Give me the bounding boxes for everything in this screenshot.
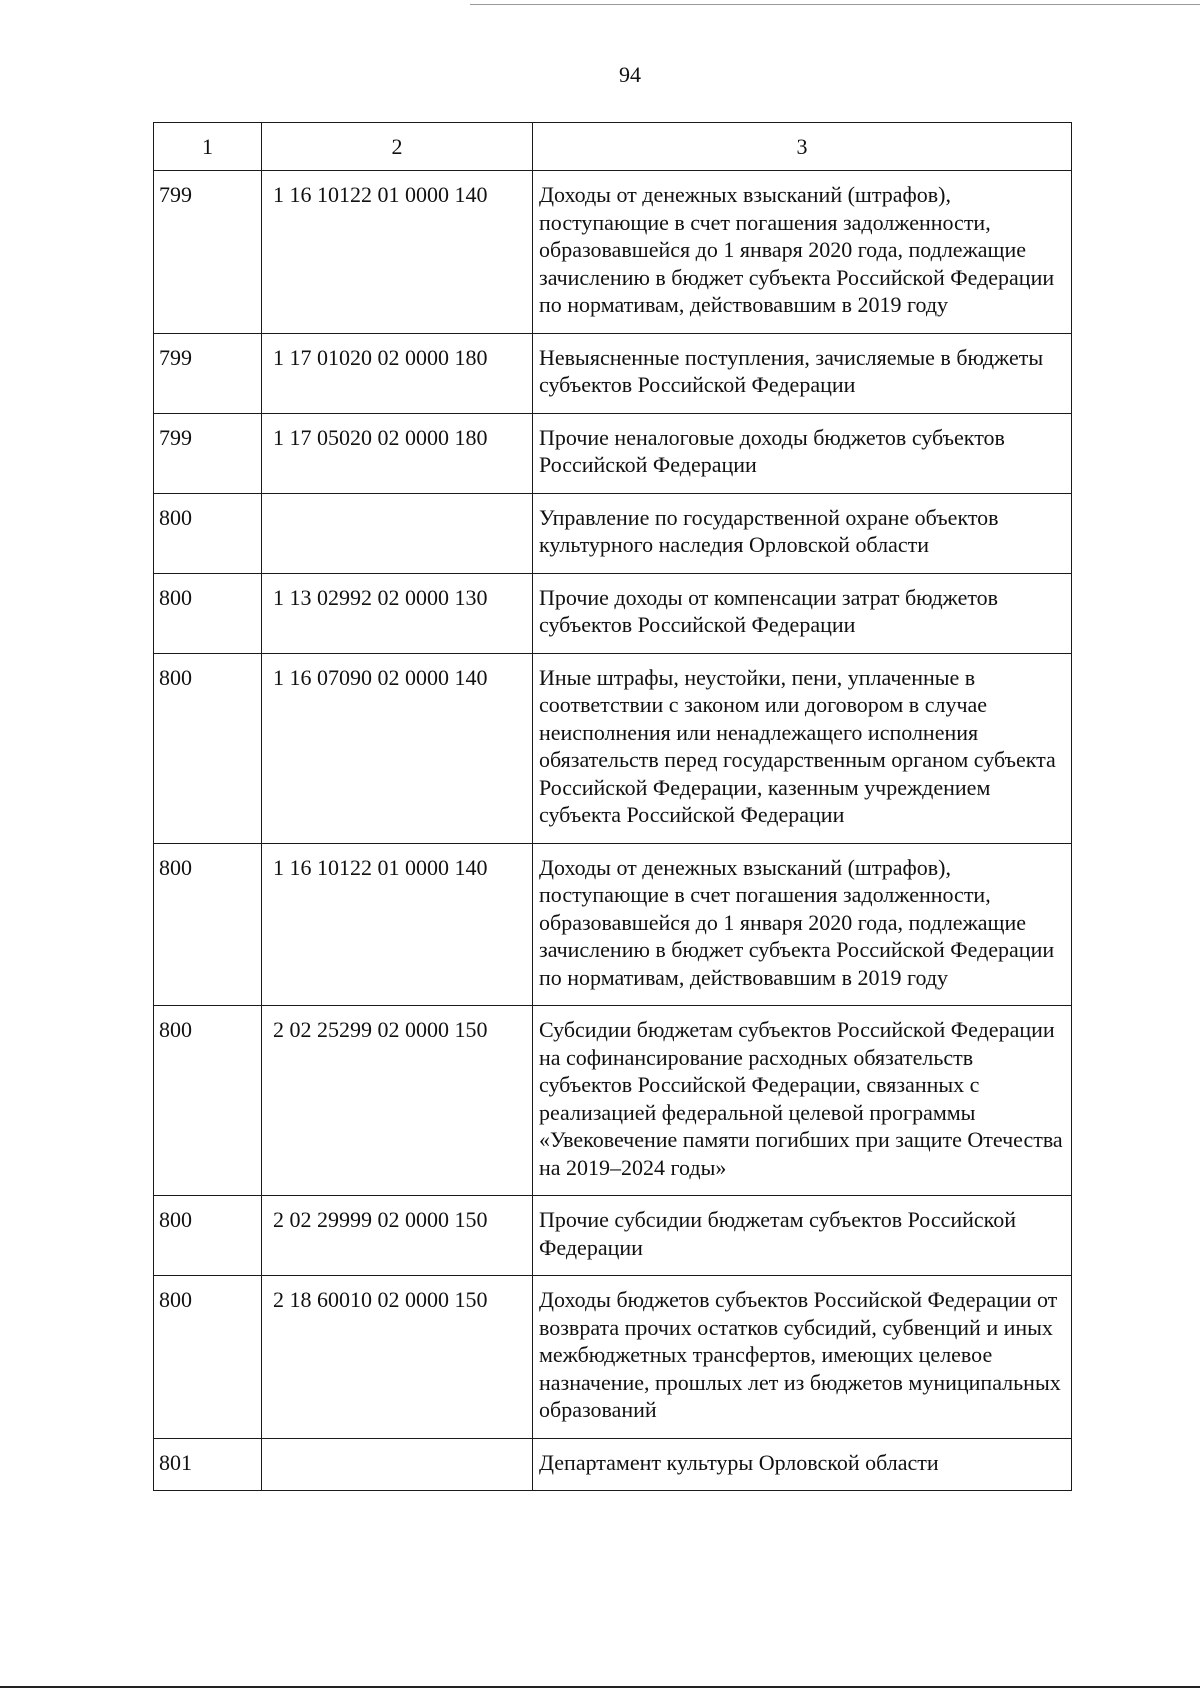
revenue-code-cell: 1 16 10122 01 0000 140: [262, 843, 533, 1006]
column-header-3: 3: [533, 123, 1072, 171]
revenue-name-cell: Управление по государственной охране объектов культурного наследия Орловской области: [533, 493, 1072, 573]
admin-code-cell: 800: [154, 1276, 262, 1439]
table-row: [154, 1196, 1072, 1276]
revenue-code-cell: 1 16 10122 01 0000 140: [262, 171, 533, 334]
table-row: [154, 493, 1072, 573]
table-row: [154, 653, 1072, 843]
admin-code-cell: 801: [154, 1438, 262, 1491]
table-row: [154, 573, 1072, 653]
table-row: [154, 843, 1072, 1006]
column-header-1: 1: [154, 123, 262, 171]
admin-code-cell: 799: [154, 413, 262, 493]
revenue-name-cell: Иные штрафы, неустойки, пени, уплаченные в соответствии с законом или договором в случае неисполнения или ненадлежащего исполнения обязательств перед государственным органом субъекта Российской Федерации, казенным учреждением субъекта Российской Федерации: [533, 653, 1072, 843]
table-header-row: [154, 123, 1072, 171]
table-row: [154, 171, 1072, 334]
table-row: [154, 1006, 1072, 1196]
revenue-name-cell: Доходы от денежных взысканий (штрафов), поступающие в счет погашения задолженности, образовавшейся до 1 января 2020 года, подлежащие зачислению в бюджет субъекта Российской Федерации по нормативам, действовавшим в 2019 году: [533, 843, 1072, 1006]
revenue-name-cell: Департамент культуры Орловской области: [533, 1438, 1072, 1491]
admin-code-cell: 799: [154, 171, 262, 334]
revenue-code-cell: [262, 1438, 533, 1491]
revenue-name-cell: Прочие доходы от компенсации затрат бюджетов субъектов Российской Федерации: [533, 573, 1072, 653]
revenue-code-cell: 1 17 05020 02 0000 180: [262, 413, 533, 493]
admin-code-cell: 800: [154, 1006, 262, 1196]
page-number: 94: [619, 62, 641, 87]
admin-code-cell: 800: [154, 653, 262, 843]
table-row: [154, 1438, 1072, 1491]
scan-bottom-rule: [0, 1686, 1200, 1688]
revenue-name-cell: Доходы от денежных взысканий (штрафов), поступающие в счет погашения задолженности, образовавшейся до 1 января 2020 года, подлежащие зачислению в бюджет субъекта Российской Федерации по нормативам, действовавшим в 2019 году: [533, 171, 1072, 334]
admin-code-cell: 800: [154, 493, 262, 573]
revenue-code-cell: 1 16 07090 02 0000 140: [262, 653, 533, 843]
table-row: [154, 413, 1072, 493]
revenue-name-cell: Прочие субсидии бюджетам субъектов Российской Федерации: [533, 1196, 1072, 1276]
budget-revenue-table: [153, 122, 1072, 1491]
revenue-name-cell: Невыясненные поступления, зачисляемые в бюджеты субъектов Российской Федерации: [533, 333, 1072, 413]
revenue-code-cell: 1 17 01020 02 0000 180: [262, 333, 533, 413]
column-header-2: 2: [262, 123, 533, 171]
admin-code-cell: 800: [154, 1196, 262, 1276]
scan-top-rule: [470, 4, 1200, 5]
admin-code-cell: 800: [154, 843, 262, 1006]
revenue-code-cell: 2 02 29999 02 0000 150: [262, 1196, 533, 1276]
revenue-name-cell: Доходы бюджетов субъектов Российской Федерации от возврата прочих остатков субсидий, субвенций и иных межбюджетных трансфертов, имеющих целевое назначение, прошлых лет из бюджетов муниципальных образований: [533, 1276, 1072, 1439]
revenue-name-cell: Субсидии бюджетам субъектов Российской Федерации на софинансирование расходных обязательств субъектов Российской Федерации, связанных с реализацией федеральной целевой программы «Увековечение памяти погибших при защите Отечества на 2019–2024 годы»: [533, 1006, 1072, 1196]
revenue-code-cell: 1 13 02992 02 0000 130: [262, 573, 533, 653]
admin-code-cell: 799: [154, 333, 262, 413]
revenue-code-cell: 2 02 25299 02 0000 150: [262, 1006, 533, 1196]
table-row: [154, 1276, 1072, 1439]
table-row: [154, 333, 1072, 413]
admin-code-cell: 800: [154, 573, 262, 653]
revenue-code-cell: 2 18 60010 02 0000 150: [262, 1276, 533, 1439]
revenue-name-cell: Прочие неналоговые доходы бюджетов субъектов Российской Федерации: [533, 413, 1072, 493]
revenue-code-cell: [262, 493, 533, 573]
